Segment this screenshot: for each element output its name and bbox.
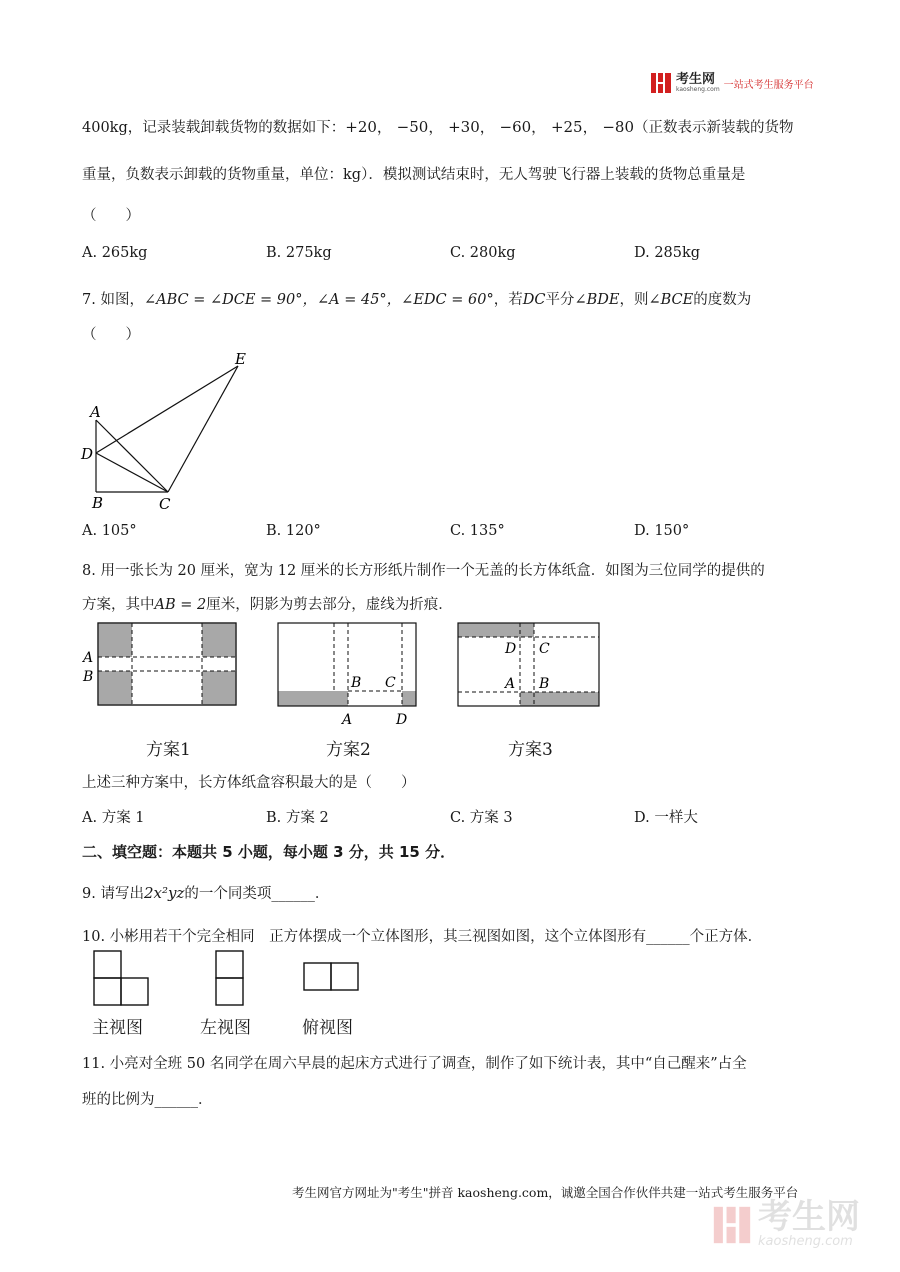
q7-figure xyxy=(78,348,258,514)
q6-option-a: A. 265kg xyxy=(82,245,148,261)
q8-option-d: D. 一样大 xyxy=(634,810,698,826)
q10-caption-front: 主视图 xyxy=(92,1018,143,1038)
q8-line2 xyxy=(82,593,453,614)
q7-option-d: D. 150° xyxy=(634,523,690,539)
q10-stem: 10. 小彬用若干个完全相同 正方体摆成一个立体图形，其三视图如图，这个立体图形有______个正方体． xyxy=(82,929,763,945)
q7-blank: （ ） xyxy=(82,327,140,343)
q7-text-e: 的度数为 xyxy=(693,292,752,308)
q8-plan2-label-a: A xyxy=(342,712,353,728)
header-logo xyxy=(650,72,814,94)
q6-option-b: B. 275kg xyxy=(266,245,332,261)
q6-blank: （ ） xyxy=(82,208,140,224)
q8-caption-plan1: 方案1 xyxy=(146,740,191,760)
q9-stem xyxy=(82,882,329,903)
q8-plan1-label-a: A xyxy=(83,650,94,666)
q7-math-1: ∠ABC = ∠DCE = 90°，∠A = 45°，∠EDC = 60° xyxy=(143,292,494,308)
q6-option-c: C. 280kg xyxy=(450,245,516,261)
q8-plan2-label-b: B xyxy=(351,675,362,691)
q7-text-c: 平分 xyxy=(545,292,575,308)
q6-text-a: 400kg，记录装载卸载货物的数据如下： xyxy=(82,120,346,136)
q8-text-a: 方案，其中 xyxy=(82,597,155,613)
q8-line1: 8. 用一张长为 20 厘米，宽为 12 厘米的长方形纸片制作一个无盖的长方体纸盒．如图为三位同学的提供的 xyxy=(82,563,765,579)
q8-text-b: 厘米，阴影为剪去部分，虚线为折痕． xyxy=(206,597,453,613)
watermark-name: 考生网 xyxy=(758,1197,860,1237)
q7-math-4: ∠BCE xyxy=(648,292,694,308)
q7-option-b: B. 120° xyxy=(266,523,321,539)
section-2-heading: 二、填空题：本题共 5 小题，每小题 3 分，共 15 分． xyxy=(82,843,456,861)
q6-text-b: （正数表示新装载的货物 xyxy=(634,120,794,136)
q8-question: 上述三种方案中，长方体纸盒容积最大的是（ ） xyxy=(82,775,416,791)
watermark-logo-icon xyxy=(712,1205,752,1245)
q7-math-2: DC xyxy=(522,292,546,308)
q10-front-view xyxy=(92,948,152,1008)
watermark-domain: kaosheng.com xyxy=(758,1234,853,1249)
q8-option-c: C. 方案 3 xyxy=(450,810,513,826)
q9-math: 2x²yz xyxy=(143,884,185,902)
q7-option-a: A. 105° xyxy=(82,523,137,539)
q8-plan3-label-b: B xyxy=(539,676,550,692)
watermark xyxy=(712,1197,860,1249)
q8-plan2-figure xyxy=(270,620,430,732)
logo-domain: kaosheng.com xyxy=(676,86,720,93)
q7-text-a: 7. 如图， xyxy=(82,292,144,308)
q8-plan3-label-a: A xyxy=(505,676,516,692)
q8-math: AB = 2 xyxy=(154,597,207,613)
q7-text-b: ，若 xyxy=(493,292,523,308)
q8-caption-plan2: 方案2 xyxy=(326,740,371,760)
q8-plan2-label-d: D xyxy=(396,712,408,728)
q8-plan3-label-c: C xyxy=(539,641,550,657)
q8-plan1-figure xyxy=(80,620,242,710)
logo-name: 考生网 xyxy=(676,72,716,87)
q7-stem xyxy=(82,288,751,309)
header-slogan: 一站式考生服务平台 xyxy=(723,79,814,91)
q6-numbers: +20， −50， +30， −60， +25， −80 xyxy=(345,118,635,136)
q6-line1 xyxy=(82,116,794,137)
q9-text-a: 9. 请写出 xyxy=(82,886,144,902)
q8-plan2-label-c: C xyxy=(385,675,396,691)
footer-text: 考生网官方网址为"考生"拼音 kaosheng.com，诚邀全国合作伙伴共建一站式考生服务平台 xyxy=(292,1185,799,1200)
q10-left-view xyxy=(214,948,248,1008)
q8-plan3-figure xyxy=(452,620,608,712)
q7-text-d: ，则 xyxy=(619,292,649,308)
q7-label-e: E xyxy=(235,350,246,368)
q7-option-c: C. 135° xyxy=(450,523,505,539)
q8-caption-plan3: 方案3 xyxy=(508,740,553,760)
q6-option-d: D. 285kg xyxy=(634,245,701,261)
q6-line2: 重量，负数表示卸载的货物重量，单位：kg）．模拟测试结束时，无人驾驶飞行器上装载的货物总重量是 xyxy=(82,167,746,183)
q8-option-a: A. 方案 1 xyxy=(82,810,145,826)
q11-line1: 11. 小亮对全班 50 名同学在周六早晨的起床方式进行了调查，制作了如下统计表，其中“自己醒来”占全 xyxy=(82,1056,747,1072)
q9-text-b: 的一个同类项______． xyxy=(184,886,330,902)
q10-top-view xyxy=(302,960,362,994)
q8-plan3-label-d: D xyxy=(505,641,517,657)
q7-label-b: B xyxy=(92,494,104,512)
logo-icon xyxy=(650,72,672,94)
q7-label-a: A xyxy=(90,403,101,421)
q7-label-c: C xyxy=(159,495,171,513)
q8-plan1-label-b: B xyxy=(83,669,94,685)
q8-option-b: B. 方案 2 xyxy=(266,810,329,826)
q7-label-d: D xyxy=(81,445,94,463)
q10-caption-left: 左视图 xyxy=(200,1018,251,1038)
q11-line2: 班的比例为______． xyxy=(82,1092,213,1108)
q7-math-3: ∠BDE xyxy=(574,292,620,308)
q10-caption-top: 俯视图 xyxy=(302,1018,353,1038)
